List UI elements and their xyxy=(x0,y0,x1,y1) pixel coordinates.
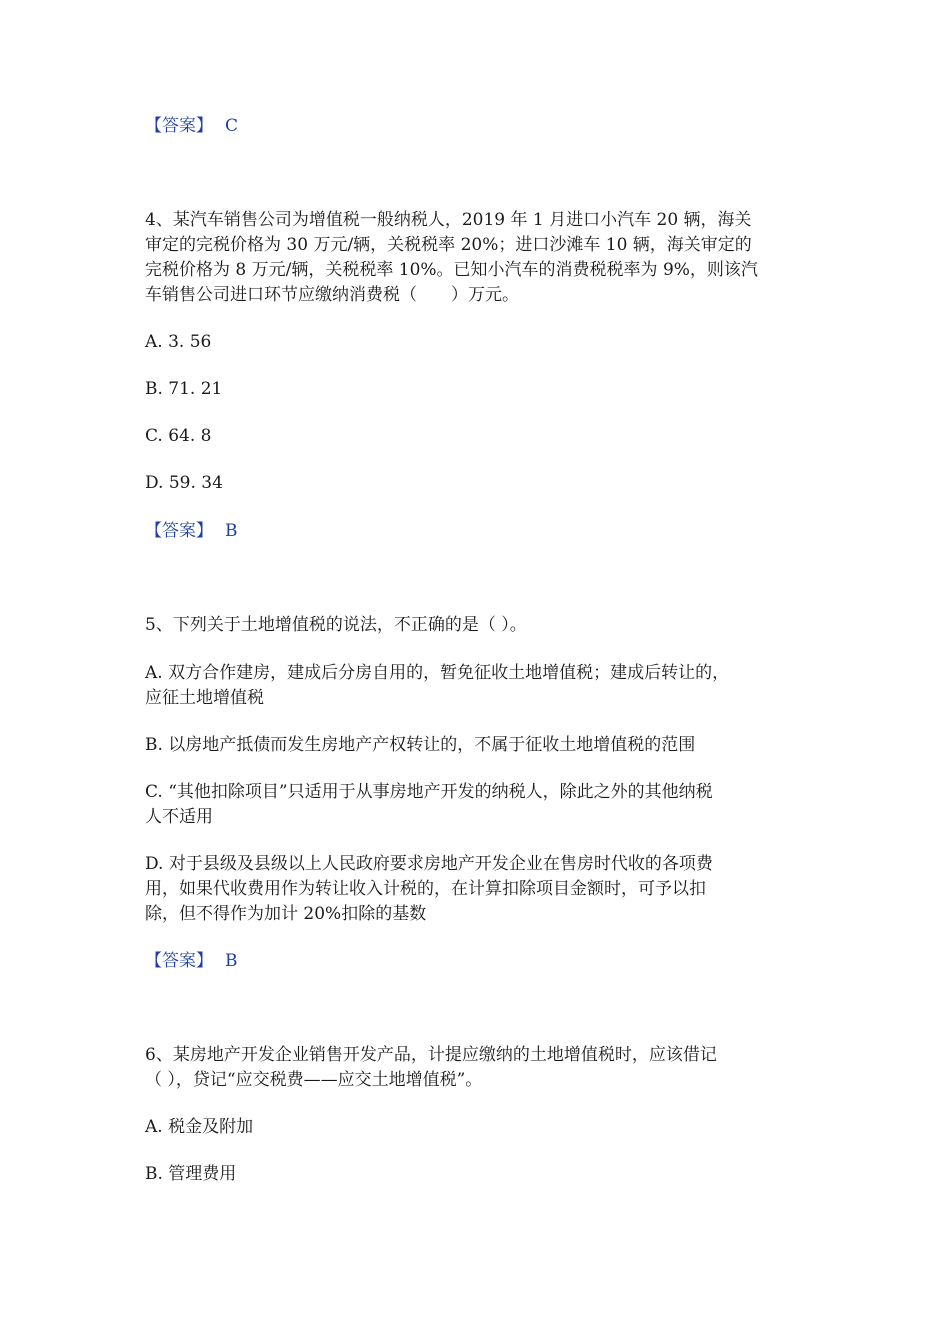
answer-value: B xyxy=(225,521,238,541)
answer-line xyxy=(145,114,825,138)
question-4-option-b: B. 71. 21 xyxy=(145,379,223,399)
question-5-option-b: B. 以房地产抵债而发生房地产产权转让的，不属于征收土地增值税的范围 xyxy=(145,735,696,755)
answer-value: C xyxy=(225,116,239,136)
answer-label: 【答案】 xyxy=(145,116,213,136)
question-4-line-4: 车销售公司进口环节应缴纳消费税（ ）万元。 xyxy=(145,285,519,305)
answer-line xyxy=(145,949,825,973)
question-5-option-a-line-2: 应征土地增值税 xyxy=(145,688,264,708)
question-4-line-2: 审定的完税价格为 30 万元/辆，关税税率 20%；进口沙滩车 10 辆，海关审定的 xyxy=(145,235,752,255)
answer-value: B xyxy=(225,951,238,971)
question-5-option-d-line-1: D. 对于县级及县级以上人民政府要求房地产开发企业在售房时代收的各项费 xyxy=(145,854,713,874)
question-4-line-1: 4、某汽车销售公司为增值税一般纳税人，2019 年 1 月进口小汽车 20 辆，海关 xyxy=(145,210,752,230)
question-5-line-1: 5、下列关于土地增值税的说法，不正确的是（ ）。 xyxy=(145,615,527,635)
question-4-option-c: C. 64. 8 xyxy=(145,426,212,446)
question-5-option-c-line-2: 人不适用 xyxy=(145,807,213,827)
question-6-line-2: （ ），贷记“应交税费——应交土地增值税”。 xyxy=(145,1070,483,1090)
question-4-line-3: 完税价格为 8 万元/辆，关税税率 10%。已知小汽车的消费税税率为 9%，则该汽 xyxy=(145,260,758,280)
question-4-option-d: D. 59. 34 xyxy=(145,473,223,493)
question-6-option-b: B. 管理费用 xyxy=(145,1164,237,1184)
question-6-option-a: A. 税金及附加 xyxy=(145,1117,254,1137)
question-5-option-c-line-1: C. “其他扣除项目”只适用于从事房地产开发的纳税人，除此之外的其他纳税 xyxy=(145,782,713,802)
question-5-option-a-line-1: A. 双方合作建房，建成后分房自用的，暂免征收土地增值税；建成后转让的， xyxy=(145,663,730,683)
answer-line xyxy=(145,519,825,543)
question-5-option-d-line-3: 除，但不得作为加计 20%扣除的基数 xyxy=(145,904,427,924)
answer-label: 【答案】 xyxy=(145,951,213,971)
question-5-option-d-line-2: 用，如果代收费用作为转让收入计税的，在计算扣除项目金额时，可予以扣 xyxy=(145,879,706,899)
question-4-option-a: A. 3. 56 xyxy=(145,332,212,352)
question-6-line-1: 6、某房地产开发企业销售开发产品，计提应缴纳的土地增值税时，应该借记 xyxy=(145,1045,717,1065)
answer-label: 【答案】 xyxy=(145,521,213,541)
